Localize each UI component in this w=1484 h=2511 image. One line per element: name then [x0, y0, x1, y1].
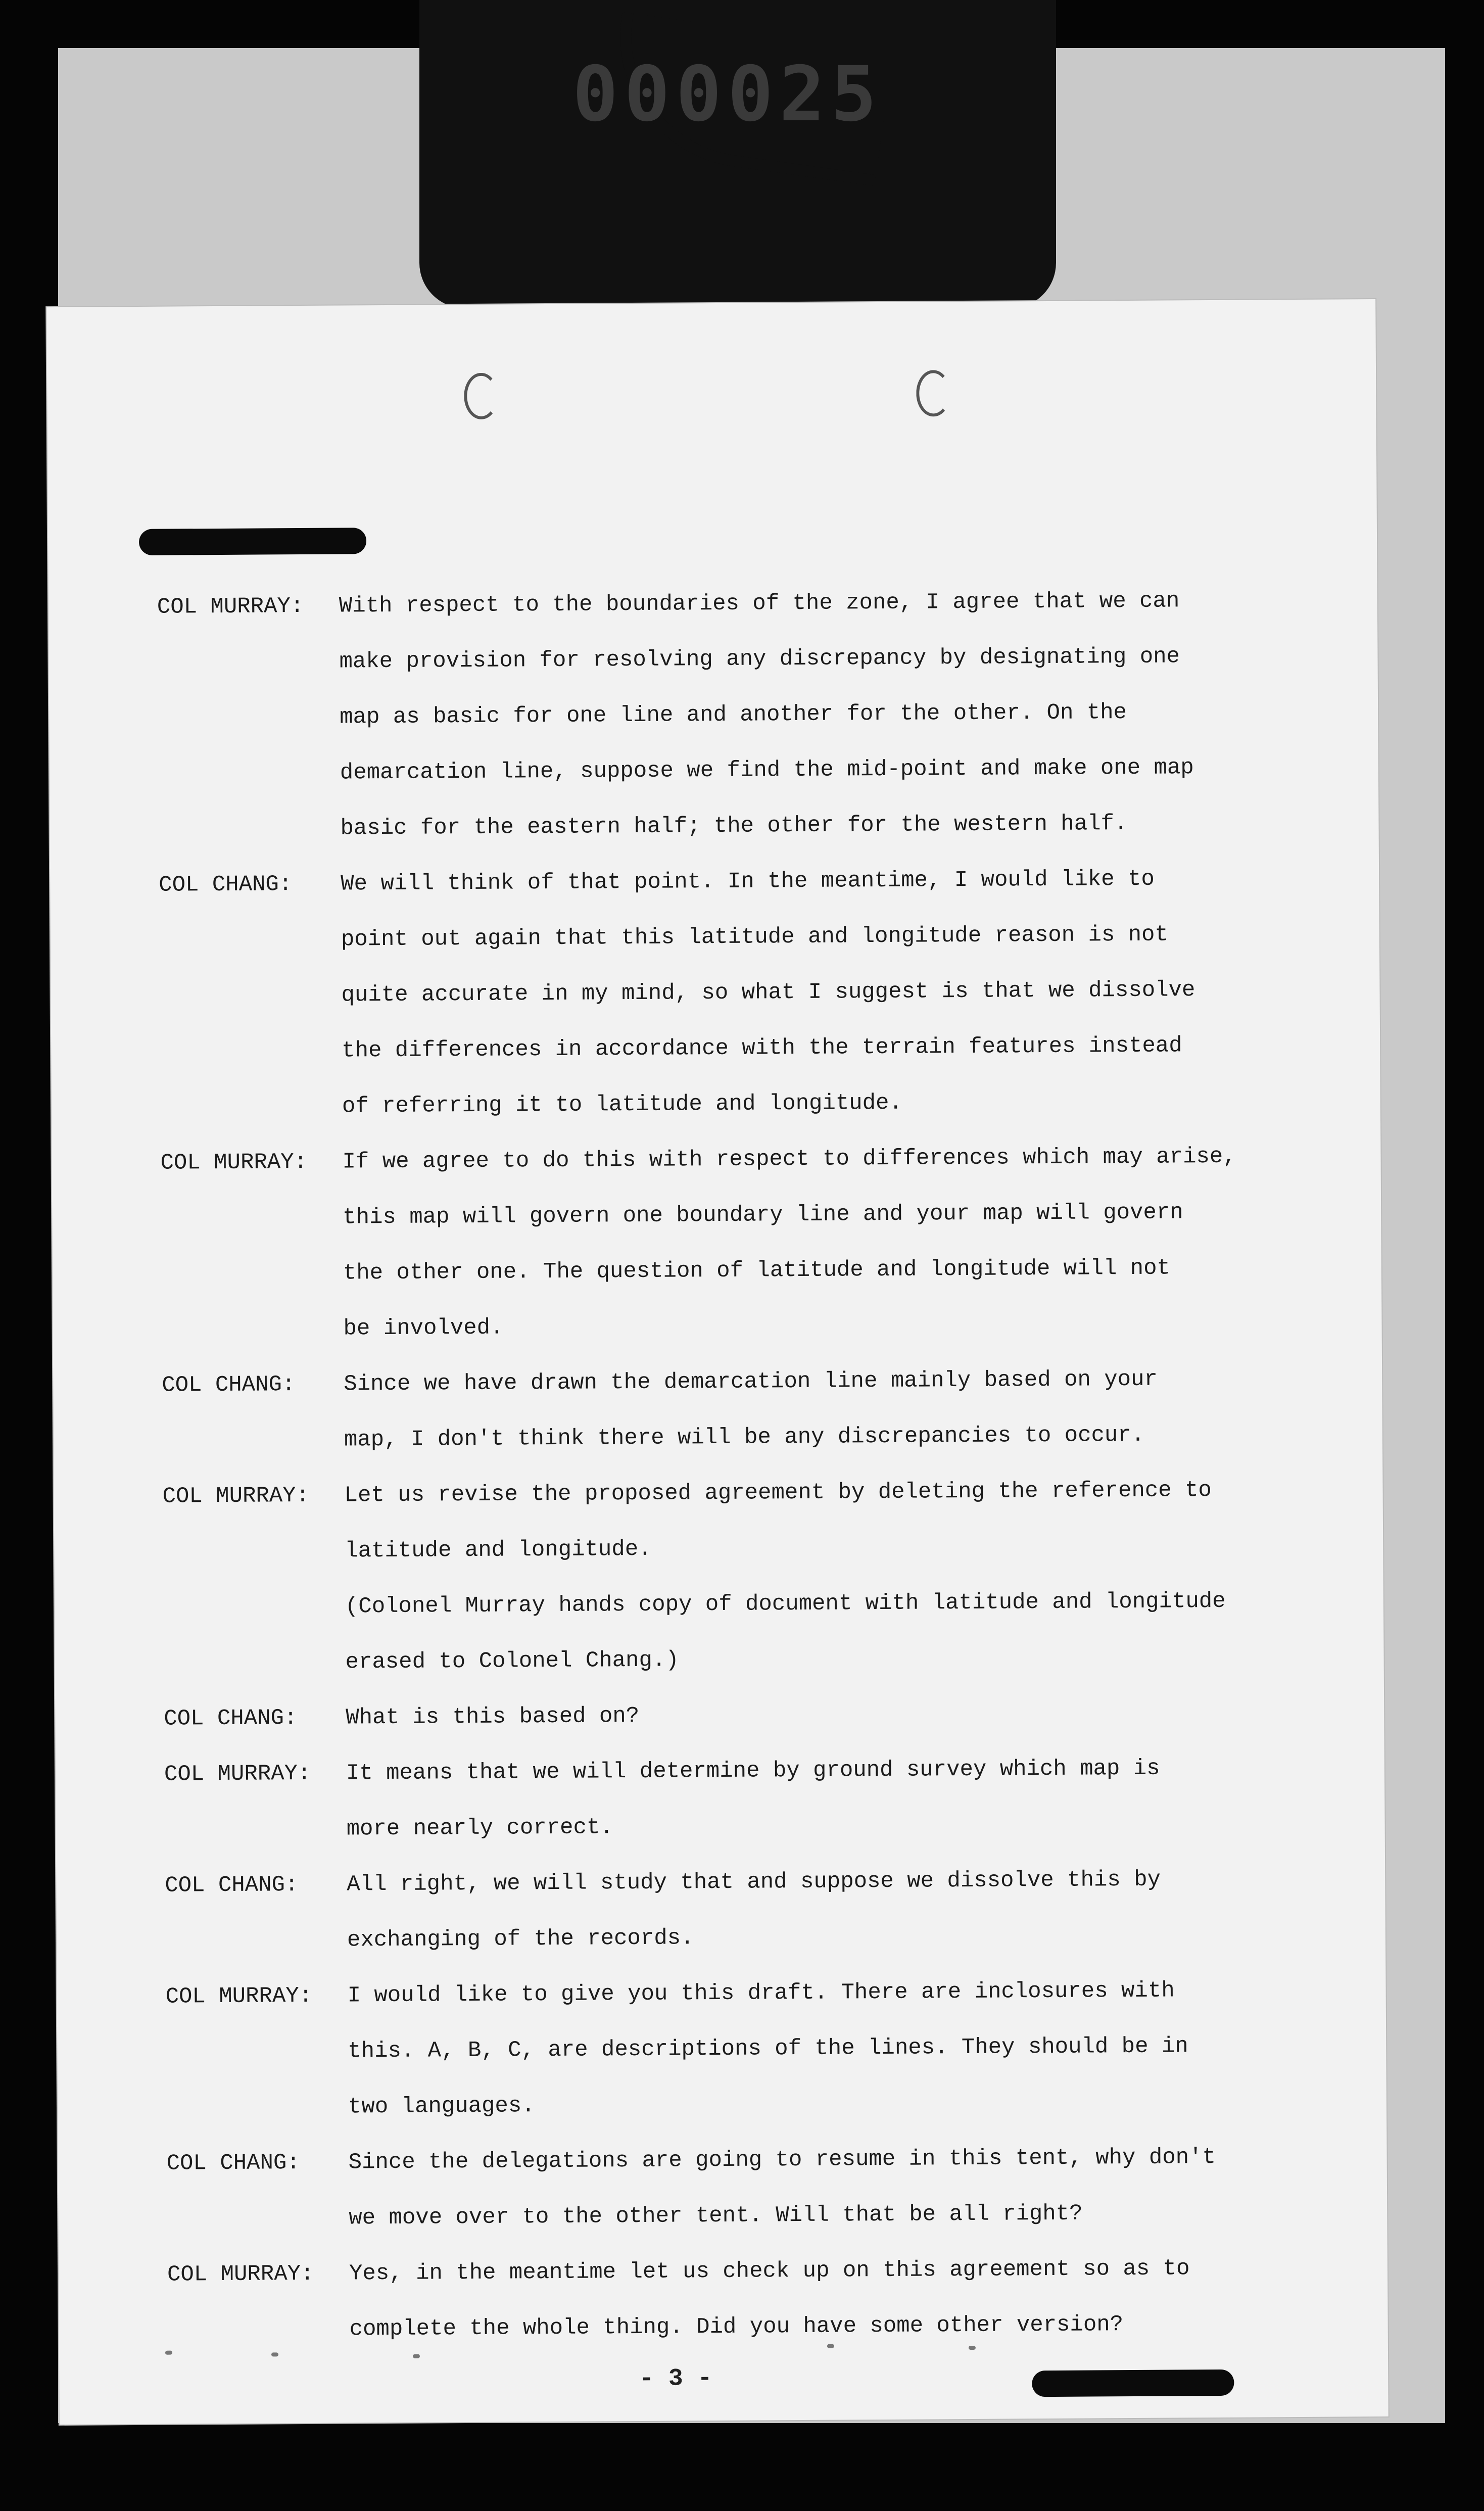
- transcript-entry: [157, 573, 1321, 858]
- speech-text: [346, 1684, 1326, 1746]
- scan-speck: [827, 2344, 834, 2348]
- speech-line: of referring it to latitude and longitude.: [342, 1090, 903, 1119]
- speech-line: demarcation line, suppose we find the mid-point and make one map: [340, 755, 1194, 786]
- speech-line: latitude and longitude.: [345, 1536, 652, 1564]
- speech-line: We will think of that point. In the meantime, I would like to: [341, 866, 1155, 897]
- speech-line: quite accurate in my mind, so what I suggest is that we dissolve: [341, 977, 1195, 1008]
- speaker-label: COL CHANG:: [159, 872, 293, 898]
- speech-line: complete the whole thing. Did you have some other version?: [349, 2312, 1124, 2342]
- page-number: - 3 -: [639, 2365, 712, 2393]
- speech-line: It means that we will determine by ground survey which map is: [346, 1756, 1160, 1786]
- speaker-label: COL CHANG:: [164, 1705, 298, 1732]
- transcript-entry: [167, 2240, 1330, 2358]
- speech-text: [347, 1851, 1327, 1968]
- speech-line: erased to Colonel Chang.): [345, 1647, 679, 1675]
- speaker-label: COL CHANG:: [162, 1372, 296, 1398]
- transcript-entry: [164, 1740, 1327, 1858]
- speaker-label: COL CHANG:: [165, 1872, 299, 1899]
- speech-text: [344, 1462, 1326, 1690]
- speaker-label: COL MURRAY:: [167, 2261, 314, 2288]
- speaker-label: COL MURRAY:: [160, 1149, 308, 1176]
- transcript-entry: [166, 2129, 1329, 2247]
- scan-speck: [271, 2352, 278, 2356]
- speech-text: [347, 1962, 1328, 2135]
- speech-line: exchanging of the records.: [347, 1925, 694, 1953]
- speaker-label: COL MURRAY:: [164, 1761, 311, 1787]
- transcript-entry: [162, 1462, 1326, 1691]
- speech-line: Yes, in the meantime let us check up on this agreement so as to: [349, 2256, 1190, 2287]
- speech-line: this map will govern one boundary line and your map will govern: [343, 1200, 1183, 1230]
- speech-line: point out again that this latitude and longitude reason is not: [341, 922, 1169, 953]
- scan-speck: [413, 2354, 420, 2358]
- speech-line: the differences in accordance with the terrain features instead: [342, 1033, 1182, 1064]
- speech-line: I would like to give you this draft. There are inclosures with: [347, 1978, 1175, 2009]
- speech-line: Since we have drawn the demarcation line mainly based on your: [344, 1366, 1158, 1397]
- speech-text: [346, 1740, 1327, 1857]
- transcript-entry: [164, 1684, 1326, 1747]
- punch-hole-right: [916, 370, 951, 416]
- speaker-label: COL MURRAY:: [165, 1983, 313, 2010]
- speech-line: more nearly correct.: [346, 1815, 613, 1842]
- scan-speck: [969, 2346, 976, 2350]
- transcript-entry: [165, 1962, 1328, 2136]
- transcript-entry: [165, 1851, 1327, 1969]
- speech-line: (Colonel Murray hands copy of document with latitude and longitude: [345, 1588, 1226, 1620]
- speech-line: we move over to the other tent. Will that be all right?: [349, 2201, 1083, 2231]
- speech-text: [348, 2129, 1329, 2246]
- speech-text: [339, 573, 1321, 857]
- speech-line: basic for the eastern half; the other for the western half.: [340, 811, 1128, 841]
- redaction-mark-bottom: [1032, 2370, 1234, 2397]
- speaker-label: COL CHANG:: [166, 2150, 300, 2176]
- transcript-entry: [160, 1128, 1324, 1358]
- speaker-label: COL MURRAY:: [157, 593, 304, 620]
- speech-line: If we agree to do this with respect to differences which may arise,: [342, 1144, 1236, 1175]
- speech-line: With respect to the boundaries of the zone, I agree that we can: [339, 588, 1180, 619]
- speech-line: What is this based on?: [346, 1703, 640, 1731]
- speech-text: [349, 2240, 1330, 2357]
- transcript: [157, 573, 1330, 2358]
- speech-line: All right, we will study that and suppose we dissolve this by: [347, 1867, 1161, 1898]
- scan-speck: [165, 2351, 172, 2355]
- document-page: [46, 299, 1389, 2425]
- speech-line: Since the delegations are going to resume in this tent, why don't: [348, 2145, 1216, 2175]
- speech-line: the other one. The question of latitude and longitude will not: [343, 1255, 1171, 1286]
- transcript-entry: [162, 1351, 1324, 1469]
- speech-line: make provision for resolving any discrepancy by designating one: [339, 644, 1180, 675]
- transcript-entry: [159, 850, 1322, 1135]
- redaction-mark-top: [139, 528, 366, 555]
- speech-text: [341, 850, 1322, 1134]
- speech-text: [344, 1351, 1324, 1468]
- speech-text: [342, 1128, 1324, 1357]
- frame-number: 000025: [572, 51, 883, 138]
- speech-line: map, I don't think there will be any discrepancies to occur.: [344, 1422, 1145, 1453]
- speech-line: Let us revise the proposed agreement by deleting the reference to: [344, 1478, 1212, 1508]
- speech-line: be involved.: [343, 1315, 504, 1342]
- speech-line: this. A, B, C, are descriptions of the lines. They should be in: [348, 2033, 1188, 2064]
- speech-line: map as basic for one line and another for the other. On the: [340, 700, 1127, 730]
- speech-line: two languages.: [348, 2093, 535, 2120]
- speaker-label: COL MURRAY:: [162, 1483, 310, 1509]
- frame-counter-clip: [419, 0, 1056, 308]
- punch-hole-left: [464, 373, 499, 419]
